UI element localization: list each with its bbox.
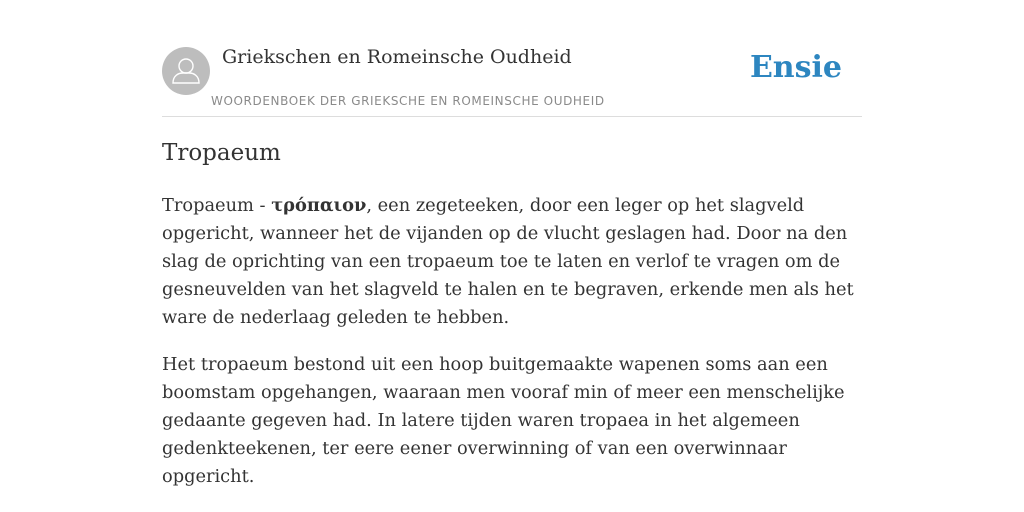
source-title[interactable]: Griekschen en Romeinsche Oudheid (222, 46, 572, 68)
user-icon[interactable] (162, 47, 210, 95)
header (162, 44, 862, 117)
brand-logo[interactable]: Ensie (749, 50, 842, 85)
entry-body (162, 192, 862, 510)
entry-definition: , een zegeteeken, door een leger op het slagveld opgericht, wanneer het de vijanden op de vlucht geslagen had. Door na den slag de oprichting van een tropaeum toe te laten en verlof te vragen om de gesneuvelden van het slagveld te halen en te begraven, erkende men als het ware de nederlaag geleden te hebben. (162, 195, 854, 328)
entry-term: Tropaeum - (162, 195, 272, 216)
greek-term: τρόπαιον (271, 195, 367, 216)
entry-paragraph-2: Het tropaeum bestond uit een hoop buitgemaakte wapenen soms aan een boomstam opgehangen, waaraan men vooraf min of meer een menschelijke gedaante gegeven had. In latere tijden waren tropaea in het algemeen gedenkteekenen, ter eere eener overwinning of van een overwinnaar opgericht. (162, 354, 845, 487)
entry-title: Tropaeum (162, 140, 281, 166)
entry-paragraph-1 (162, 192, 862, 332)
source-subtitle: WOORDENBOEK DER GRIEKSCHE EN ROMEINSCHE OUDHEID (211, 94, 605, 108)
